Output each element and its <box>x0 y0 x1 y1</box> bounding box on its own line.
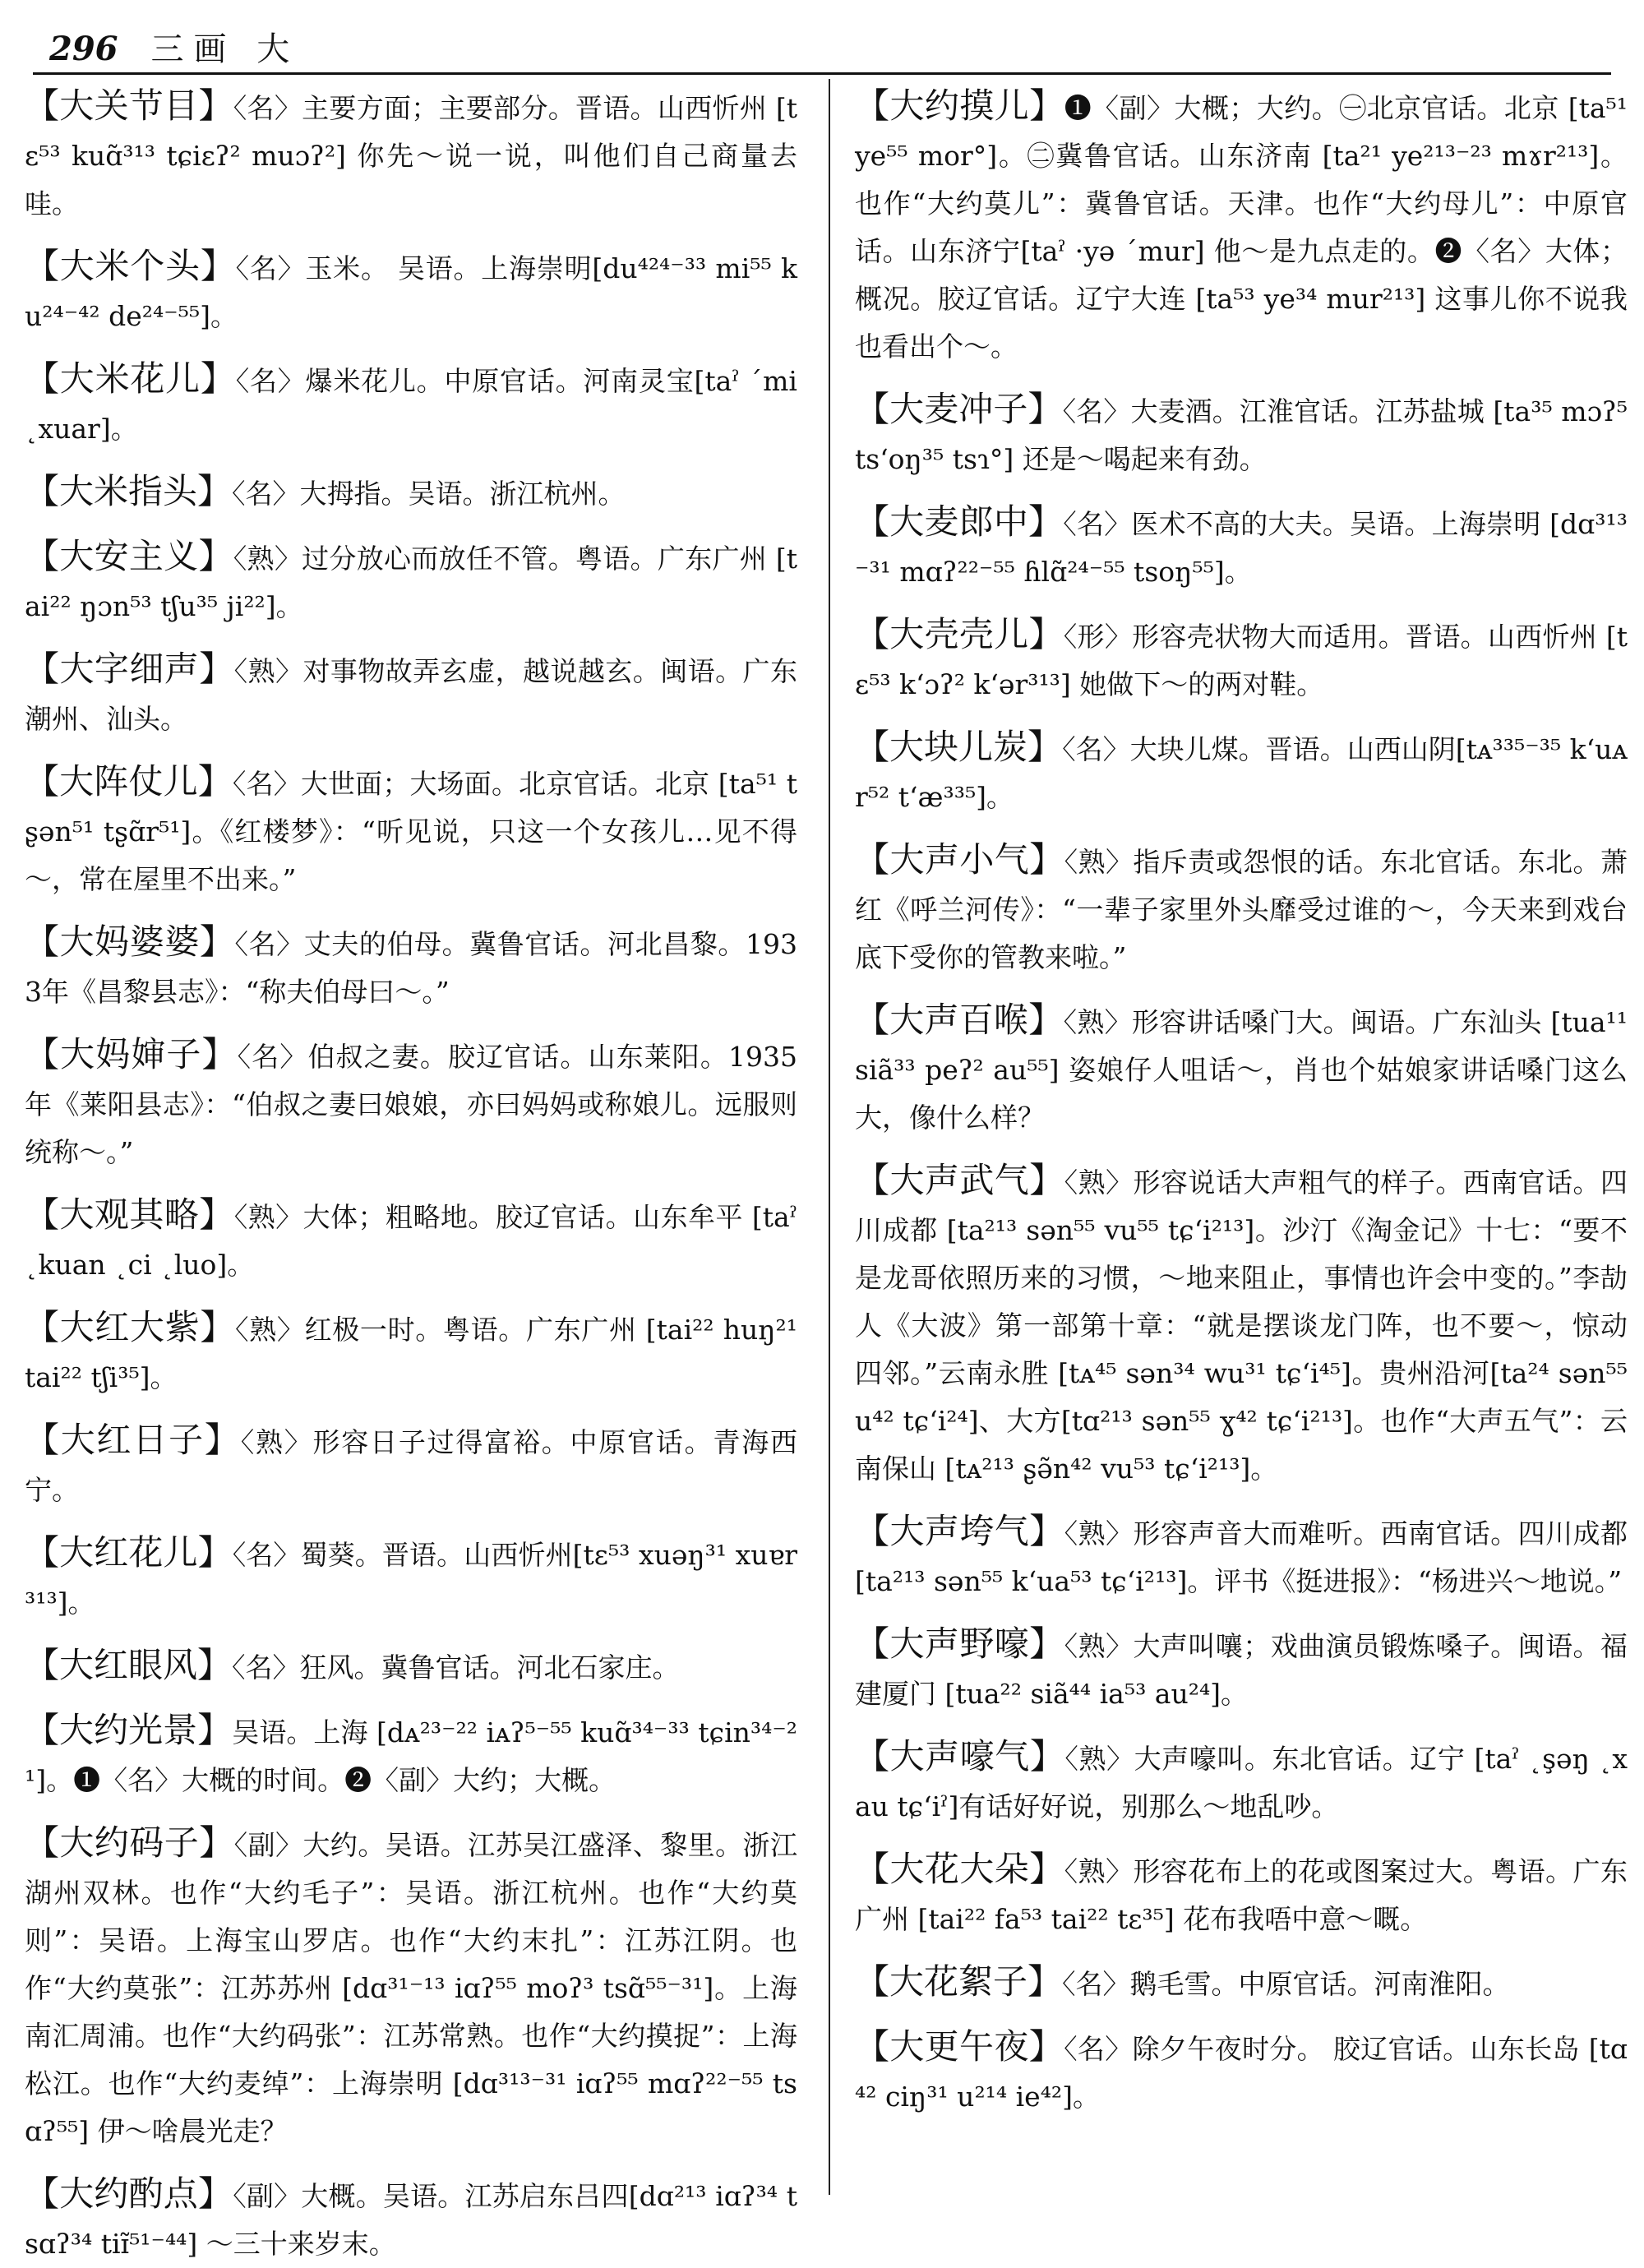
dictionary-entry <box>25 82 797 228</box>
dictionary-entry <box>25 1191 797 1289</box>
page-number: 296 <box>49 30 118 68</box>
entry-headword: 【大约光景】 <box>25 1710 233 1750</box>
entry-definition: 〈名〉主要方面；主要部分。晋语。山西忻州 [tɛ⁵³ kuɑ̃³¹³ tɕiɛʔ² muɔʔ²] 你先～说一说，叫他们自己商量去哇。 <box>25 92 797 219</box>
page-header <box>49 23 299 72</box>
dictionary-entry <box>25 1529 797 1627</box>
dictionary-entry <box>855 1508 1628 1605</box>
entry-headword: 【大声垮气】 <box>855 1511 1064 1551</box>
entry-headword: 【大米个头】 <box>25 246 236 286</box>
entry-definition: 〈形〉形容壳状物大而适用。晋语。山西忻州 [tɛ⁵³ kʻɔʔ² kʻər³¹³] 她做下～的两对鞋。 <box>855 621 1628 700</box>
dictionary-entry <box>855 82 1628 371</box>
entry-headword: 【大声嚎气】 <box>855 1736 1065 1776</box>
dictionary-entry <box>25 1416 797 1514</box>
dictionary-entry <box>855 1157 1628 1493</box>
entry-headword: 【大关节目】 <box>25 85 233 126</box>
entry-definition: 〈熟〉红极一时。粤语。广东广州 [tai²² huŋ²¹ tai²² tʃi³⁵]。 <box>25 1314 797 1393</box>
entry-definition: 〈副〉大约。吴语。江苏吴江盛泽、黎里。浙江湖州双林。也作“大约毛子”：吴语。浙江杭州。也作“大约莫则”：吴语。上海宝山罗店。也作“大约末扎”：江苏江阴。也作“大约莫张”：江苏苏州 [dɑ³¹⁻¹³ iɑʔ⁵⁵ moʔ³ tsɑ̃⁵⁵⁻³¹]。上海南汇周浦。也作“大约码张”：江苏常熟。也作“大约摸捉”：上海松江。也作“大约麦绰”：上海崇明 [dɑ³¹³⁻³¹ iɑʔ⁵⁵ mɑʔ²²⁻⁵⁵ tsɑʔ⁵⁵] 伊～啥晨光走？ <box>25 1829 797 2147</box>
dictionary-entry <box>25 1707 797 1804</box>
entry-headword: 【大麦冲子】 <box>855 389 1063 429</box>
entry-definition: 〈熟〉形容声音大而难听。西南官话。四川成都[ta²¹³ sən⁵⁵ kʻua⁵³ tɕʻi²¹³]。评书《挺进报》：“杨进兴～地说。” <box>855 1517 1628 1597</box>
header-rule <box>33 72 1611 75</box>
dictionary-entry <box>855 498 1628 596</box>
dictionary-entry <box>855 996 1628 1142</box>
dictionary-entry <box>855 611 1628 709</box>
entry-definition: 〈名〉大麦酒。江淮官话。江苏盐城 [ta³⁵ mɔʔ⁵ tsʻoŋ³⁵ tsɿ°] 还是～喝起来有劲。 <box>855 395 1628 475</box>
entry-definition: 〈名〉伯叔之妻。胶辽官话。山东莱阳。1935年《莱阳县志》：“伯叔之妻曰娘娘，亦曰妈妈或称娘儿。远服则统称～。” <box>25 1041 797 1168</box>
dictionary-entry <box>25 243 797 340</box>
entry-headword: 【大约酌点】 <box>25 2173 233 2214</box>
entry-definition: 〈熟〉形容说话大声粗气的样子。西南官话。四川成都 [ta²¹³ sən⁵⁵ vu⁵⁵ tɕʻi²¹³]。沙汀《淘金记》十七：“要不是龙哥依照历来的习惯，～地来阻止，事情也许会中变的。”李劼人《大波》第一部第十章：“就是摆谈龙门阵，也不要～，惊动四邻。”云南永胜 [tᴀ⁴⁵ sən³⁴ wu³¹ tɕʻi⁴⁵]。贵州沿河[ta²⁴ sən⁵⁵ u⁴² tɕʻi²⁴]、大方[tɑ²¹³ sən⁵⁵ ɣ⁴² tɕʻi²¹³]。也作“大声五气”：云南保山 [tᴀ²¹³ ʂə̃n⁴² vu⁵³ tɕʻi²¹³]。 <box>855 1166 1628 1485</box>
entry-definition: 〈熟〉形容讲话嗓门大。闽语。广东汕头 [tua¹¹ siã³³ peʔ² au⁵⁵] 姿娘仔人咀话～，肖也个姑娘家讲话嗓门这么大，像什么样？ <box>855 1006 1628 1134</box>
dictionary-entry <box>25 1304 797 1402</box>
entry-headword: 【大声小气】 <box>855 839 1064 880</box>
entry-headword: 【大米花儿】 <box>25 358 236 399</box>
entry-definition: 〈熟〉大声叫嚷；戏曲演员锻炼嗓子。闽语。福建厦门 [tua²² siã⁴⁴ ia⁵³ au²⁴]。 <box>855 1630 1628 1710</box>
entry-headword: 【大观其略】 <box>25 1194 234 1235</box>
entry-headword: 【大红大紫】 <box>25 1307 236 1347</box>
entry-definition: 〈熟〉过分放心而放任不管。粤语。广东广州 [tai²² ŋɔn⁵³ tʃu³⁵ ji²²]。 <box>25 543 797 622</box>
entry-definition: 〈熟〉大体；粗略地。胶辽官话。山东牟平 [taˀ ˛kuan ˛ci ˛luo]。 <box>25 1201 797 1281</box>
dictionary-entry <box>855 1620 1628 1718</box>
entry-headword: 【大声武气】 <box>855 1160 1064 1200</box>
entry-headword: 【大壳壳儿】 <box>855 614 1064 654</box>
dictionary-entry <box>855 1845 1628 1943</box>
entry-definition: 吴语。上海 [dᴀ²³⁻²² iᴀʔ⁵⁻⁵⁵ kuɑ̃³⁴⁻³³ tɕin³⁴⁻²¹]。❶〈名〉大概的时间。❷〈副〉大约；大概。 <box>25 1716 797 1796</box>
dictionary-entry <box>25 918 797 1016</box>
entry-headword: 【大约摸儿】 <box>855 85 1064 126</box>
entry-definition: 〈熟〉形容日子过得富裕。中原官话。青海西宁。 <box>25 1426 797 1506</box>
dictionary-entry <box>25 355 797 453</box>
dictionary-entry <box>855 1733 1628 1831</box>
entry-headword: 【大红日子】 <box>25 1420 241 1460</box>
entry-definition: 〈名〉医术不高的大夫。吴语。上海崇明 [dɑ³¹³⁻³¹ mɑʔ²²⁻⁵⁵ ɦlɑ̃²⁴⁻⁵⁵ tsoŋ⁵⁵]。 <box>855 508 1628 588</box>
column-divider <box>829 79 830 2195</box>
left-column <box>25 82 797 2260</box>
entry-definition: 〈名〉大块儿煤。晋语。山西山阴[tᴀ³³⁵⁻³⁵ kʻuᴀr⁵² tʻæ³³⁵]。 <box>855 733 1628 813</box>
entry-definition: 〈熟〉形容花布上的花或图案过大。粤语。广东广州 [tai²² fa⁵³ tai²² tɛ³⁵] 花布我唔中意～嘅。 <box>855 1855 1628 1935</box>
dictionary-entry <box>25 1819 797 2155</box>
entry-definition: 〈熟〉大声嚎叫。东北官话。辽宁 [taˀ ˛şəŋ ˛xau tɕʻiˀ]有话好好说，别那么～地乱吵。 <box>855 1743 1628 1822</box>
entry-definition: 〈熟〉对事物故弄玄虚，越说越玄。闽语。广东潮州、汕头。 <box>25 655 797 735</box>
entry-headword: 【大麦郎中】 <box>855 501 1064 542</box>
entry-definition: 〈名〉狂风。冀鲁官话。河北石家庄。 <box>232 1651 680 1684</box>
dictionary-entry <box>25 645 797 743</box>
entry-headword: 【大声野嚎】 <box>855 1624 1064 1664</box>
entry-headword: 【大更午夜】 <box>855 2026 1064 2067</box>
entry-headword: 【大花大朵】 <box>855 1849 1064 1889</box>
entry-headword: 【大阵仗儿】 <box>25 761 233 801</box>
entry-definition: 〈名〉爆米花儿。中原官话。河南灵宝[taˀ ˊmi ˛xuar]。 <box>25 365 797 445</box>
entry-headword: 【大红花儿】 <box>25 1532 233 1573</box>
entry-definition: 〈名〉大世面；大场面。北京官话。北京 [ta⁵¹ tʂən⁵¹ tʂɑ̃r⁵¹]。《红楼梦》：“听见说，只这一个女孩儿…见不得～，常在屋里不出来。” <box>25 768 797 895</box>
right-column <box>855 82 1628 2203</box>
entry-headword: 【大声百喉】 <box>855 1000 1064 1040</box>
entry-headword: 【大米指头】 <box>25 471 233 511</box>
entry-definition: 〈名〉鹅毛雪。中原官话。河南淮阳。 <box>1062 1968 1510 2000</box>
entry-headword: 【大字细声】 <box>25 649 234 689</box>
dictionary-entry <box>855 2023 1628 2121</box>
dictionary-entry <box>855 386 1628 483</box>
dictionary-entry <box>25 533 797 631</box>
entry-headword: 【大花絮子】 <box>855 1961 1063 2002</box>
dictionary-entry <box>855 836 1628 982</box>
dictionary-entry <box>25 758 797 903</box>
entry-headword: 【大安主义】 <box>25 536 233 576</box>
entry-definition: 〈名〉玉米。 吴语。上海崇明[du⁴²⁴⁻³³ mi⁵⁵ ku²⁴⁻⁴² de²⁴⁻⁵⁵]。 <box>25 252 797 332</box>
entry-headword: 【大妈婆婆】 <box>25 922 235 962</box>
entry-definition: 〈名〉除夕午夜时分。 胶辽官话。山东长岛 [tɑ⁴² ciŋ³¹ u²¹⁴ ie⁴²]。 <box>855 2033 1628 2113</box>
dictionary-entry <box>25 1642 797 1692</box>
dictionary-entry <box>25 468 797 518</box>
dictionary-entry <box>25 1031 797 1176</box>
entry-headword: 【大妈婶子】 <box>25 1034 238 1074</box>
entry-headword: 【大红眼风】 <box>25 1645 233 1685</box>
dictionary-entry <box>855 1958 1628 2008</box>
dictionary-entry <box>25 2170 797 2268</box>
entry-headword: 【大约码子】 <box>25 1822 234 1863</box>
entry-definition: ❶〈副〉大概；大约。㊀北京官话。北京 [ta⁵¹ ye⁵⁵ mor°]。㊁冀鲁官话。山东济南 [ta²¹ ye²¹³⁻²³ mɤr²¹³]。也作“大约莫儿”：冀鲁官话。天津。也作“大约母儿”：中原官话。山东济宁[taˀ ·yə ˊmur] 他～是九点走的。❷〈名〉大体；概况。胶辽官话。辽宁大连 [ta⁵³ ye³⁴ mur²¹³] 这事儿你不说我也看出个～。 <box>855 92 1628 363</box>
entry-definition: 〈副〉大概。吴语。江苏启东吕四[dɑ²¹³ iɑʔ³⁴ tsɑʔ³⁴ tiɪ̃⁵¹⁻⁴⁴] ～三十来岁末。 <box>25 2180 797 2260</box>
dictionary-entry <box>855 723 1628 821</box>
entry-definition: 〈名〉丈夫的伯母。冀鲁官话。河北昌黎。1933年《昌黎县志》：“称夫伯母曰～。” <box>25 928 797 1008</box>
entry-definition: 〈名〉大拇指。吴语。浙江杭州。 <box>232 478 626 510</box>
entry-definition: 〈熟〉指斥责或怨恨的话。东北官话。东北。萧红《呼兰河传》：“一辈子家里外头靡受过谁的～，今天来到戏台底下受你的管教来啦。” <box>855 846 1628 973</box>
entry-definition: 〈名〉蜀葵。晋语。山西忻州[tɛ⁵³ xuəŋ³¹ xuɐr³¹³]。 <box>25 1539 797 1619</box>
entry-headword: 【大块儿炭】 <box>855 727 1063 767</box>
header-title: 三画 大 <box>150 30 300 68</box>
